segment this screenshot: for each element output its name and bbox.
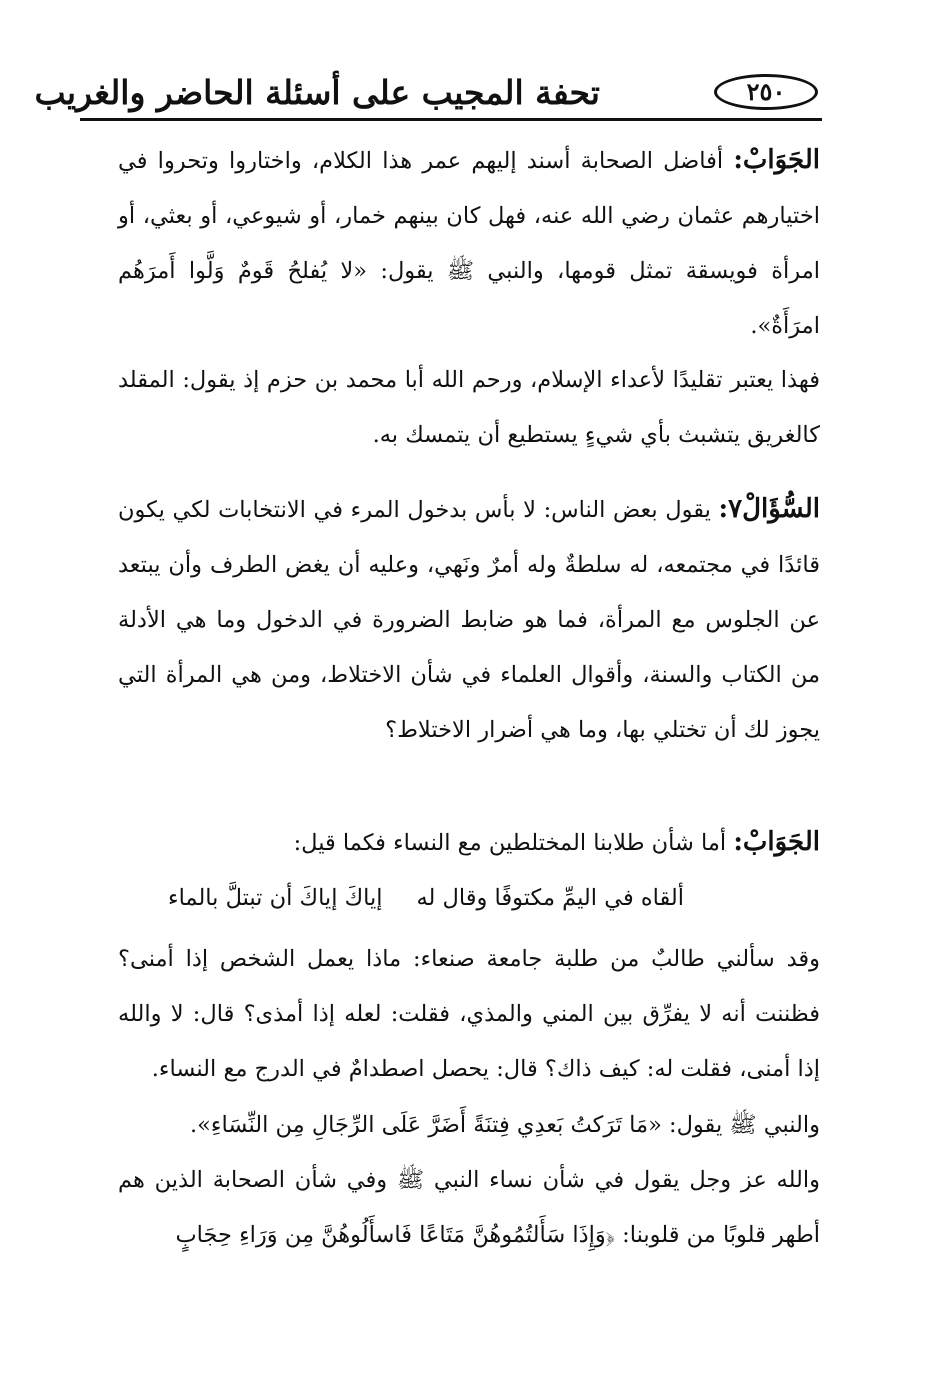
ibn-hazm-paragraph	[118, 353, 820, 463]
question-7-paragraph	[118, 482, 820, 758]
hadith-paragraph	[118, 1098, 820, 1153]
poem-first-hemistich: ألقاه في اليمِّ مكتوفًا وقال له	[416, 885, 684, 911]
hadith-text: والنبي ﷺ يقول: «مَا تَرَكتُ بَعدِي فِتنَةً أَضَرَّ عَلَى الرِّجَالِ مِن النِّسَاءِ».	[190, 1112, 820, 1138]
answer-2-intro	[118, 815, 820, 871]
page-number: ٢٥٠	[746, 77, 786, 106]
story-text: وقد سألني طالبٌ من طلبة جامعة صنعاء: ماذا يعمل الشخص إذا أمنى؟ فظننت أنه لا يفرِّق بين المني والمذي، فقلت: لعله إذا أمذى؟ قال: لا والله إذا أمنى، فقلت له: كيف ذاك؟ قال: يحصل اصطدامٌ في الدرج مع النساء.	[118, 946, 820, 1082]
answer-label: الجَوَابْ:	[733, 827, 820, 857]
question-7-text: يقول بعض الناس: لا بأس بدخول المرء في الانتخابات لكي يكون قائدًا في مجتمعه، له سلطةٌ وله أمرٌ ونَهي، وعليه أن يغض الطرف وأن يبتعد عن الجلوس مع المرأة، فما هو ضابط الضرورة في الدخول وما هي الأدلة من الكتاب والسنة، وأقوال العلماء في شأن الاختلاط، ومن هي المرأة التي يجوز لك أن تختلي بها، وما هي أضرار الاختلاط؟	[118, 497, 820, 743]
answer-1-paragraph	[118, 133, 820, 354]
story-paragraph	[118, 932, 820, 1097]
quran-line-2: هم أطهر قلوبًا من قلوبنا: ﴿وَإِذَا سَأَلتُمُوهُنَّ مَتَاعًا فَاسأَلُوهُنَّ مِن وَرَاءِ حِجَابٍ	[118, 1167, 820, 1248]
answer-2-intro-text: أما شأن طلابنا المختلطين مع النساء فكما قيل:	[293, 830, 727, 856]
poem-second-hemistich: إياكَ إياكَ أن تبتلَّ بالماء	[168, 885, 383, 911]
ibn-hazm-text: فهذا يعتبر تقليدًا لأعداء الإسلام، ورحم الله أبا محمد بن حزم إذ يقول: المقلد كالغريق يتشبث بأي شيءٍ يستطيع أن يتمسك به.	[118, 367, 820, 448]
answer-label: الجَوَابْ:	[733, 145, 820, 175]
page-header	[34, 70, 822, 118]
book-title: تحفة المجيب على أسئلة الحاضر والغريب	[34, 73, 600, 112]
question-label: السُّؤَالْ٧:	[718, 494, 820, 524]
header-divider	[80, 118, 822, 121]
quran-paragraph	[118, 1153, 820, 1263]
answer-1-text: أفاضل الصحابة أسند إليهم عمر هذا الكلام، واختاروا وتحروا في اختيارهم عثمان رضي الله عنه، فهل كان بينهم خمار، أو شيوعي، أو بعثي، أو امرأة فويسقة تمثل قومها، والنبي ﷺ يقول: «لا يُفلحُ قَومٌ وَلَّوا أَمرَهُم امرَأَةٌ».	[118, 148, 820, 339]
page-number-badge	[714, 74, 818, 110]
quran-line-1: والله عز وجل يقول في شأن نساء النبي ﷺ وفي شأن الصحابة الذين	[154, 1167, 820, 1193]
